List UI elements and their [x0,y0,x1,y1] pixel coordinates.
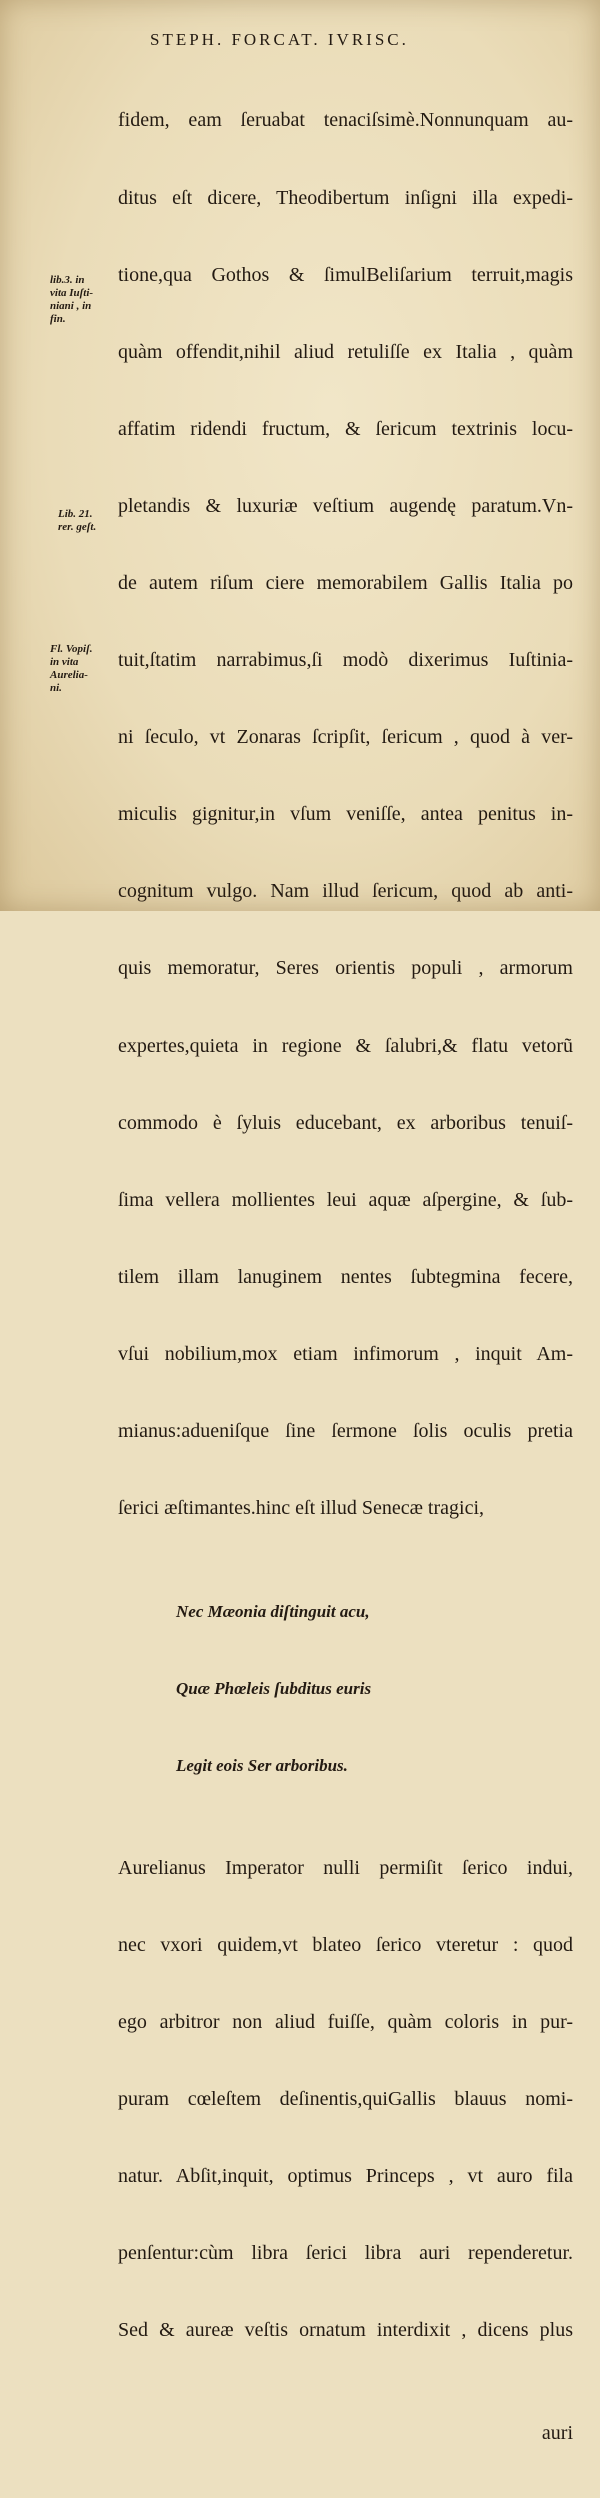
text-line: vſui nobilium,mox etiam infimorum , inquit Am- [118,1342,573,1365]
margin-note-line: rer. geſt. [58,521,97,533]
text-line: quàm offendit,nihil aliud retuliſſe ex Italia , quàm [118,340,573,363]
text-line: ego arbitror non aliud fuiſſe, quàm coloris in pur- [118,2011,573,2034]
margin-note-vopiscus [50,643,115,695]
text-line: mianus:adueniſque ſine ſermone ſolis oculis pretia [118,1420,573,1442]
verse-line: Legit eois Ser arboribus. [176,1756,348,1776]
text-line: penſentur:cùm libra ſerici libra auri rependeretur. [118,2242,573,2265]
text-line: miculis gignitur,in vſum veniſſe, antea penitus in- [118,803,573,826]
margin-note-zonaras [50,274,115,326]
text-line: fidem, eam ſeruabat tenaciſsimè.Nonnunquam au- [118,109,573,132]
verse-line: Nec Mæonia diſtinguit acu, [176,1601,370,1621]
margin-note-line: niani , in [50,300,92,312]
text-line: quis memoratur, Seres orientis populi , armorum [118,957,573,980]
text-line: cognitum vulgo. Nam illud ſericum, quod ab anti- [118,880,573,903]
text-line: tilem illam lanuginem nentes ſubtegmina fecere, [118,1265,573,1288]
margin-note-line: Aurelia- [50,669,88,681]
text-line: expertes,quieta in regione & ſalubri,& flatu vetorũ [118,1034,573,1057]
text-line: natur. Abſit,inquit, optimus Princeps , vt auro fila [118,2165,573,2188]
text-line: commodo è ſyluis educebant, ex arboribus tenuiſ- [118,1111,573,1134]
text-line: pletandis & luxuriæ veſtium augendę paratum.Vn- [118,494,573,517]
text-line: affatim ridendi fructum, & ſericum textrinis locu- [118,417,573,440]
text-line: nec vxori quidem,vt blateo ſerico vteretur : quod [118,1933,573,1956]
margin-note-line: Fl. Vopiſ. [50,643,93,655]
text-line: tuit,ſtatim narrabimus,ſi modò dixerimus Iuſtinia- [118,649,573,672]
text-line: de autem riſum ciere memorabilem Gallis Italia po [118,571,573,594]
main-text-block [118,57,573,2498]
text-line: ditus eſt dicere, Theodibertum inſigni illa expedi- [118,186,573,209]
margin-note-line: vita Iuſti- [50,287,94,299]
margin-note-line: in vita [50,656,79,668]
margin-note-line: fin. [50,313,66,325]
verse-line: Quæ Phœleis ſubditus euris [176,1678,372,1698]
text-line: ſerici æſtimantes.hinc eſt illud Senecæ tragici, [118,1497,485,1520]
margin-note-ammianus [58,508,123,534]
margin-note-line: ni. [50,682,62,694]
margin-note-line: lib.3. in [50,274,85,286]
margin-note-line: Lib. 21. [58,508,93,520]
text-line: Sed & aureæ veſtis ornatum interdixit , dicens plus [118,2319,573,2342]
running-head: STEPH. FORCAT. IVRISC. [150,30,409,49]
text-line: ni ſeculo, vt Zonaras ſcripſit, ſericum , quod à ver- [118,726,573,749]
text-line: Aurelianus Imperator nulli permiſit ſerico indui, [118,1856,573,1879]
catchword: auri [541,2422,573,2445]
text-line: puram cœleſtem deſinentis,quiGallis blauus nomi- [118,2088,573,2111]
text-line: tione,qua Gothos & ſimulBeliſarium terruit,magis [118,263,573,286]
text-line: ſima vellera mollientes leui aquæ aſpergine, & ſub- [118,1188,573,1211]
